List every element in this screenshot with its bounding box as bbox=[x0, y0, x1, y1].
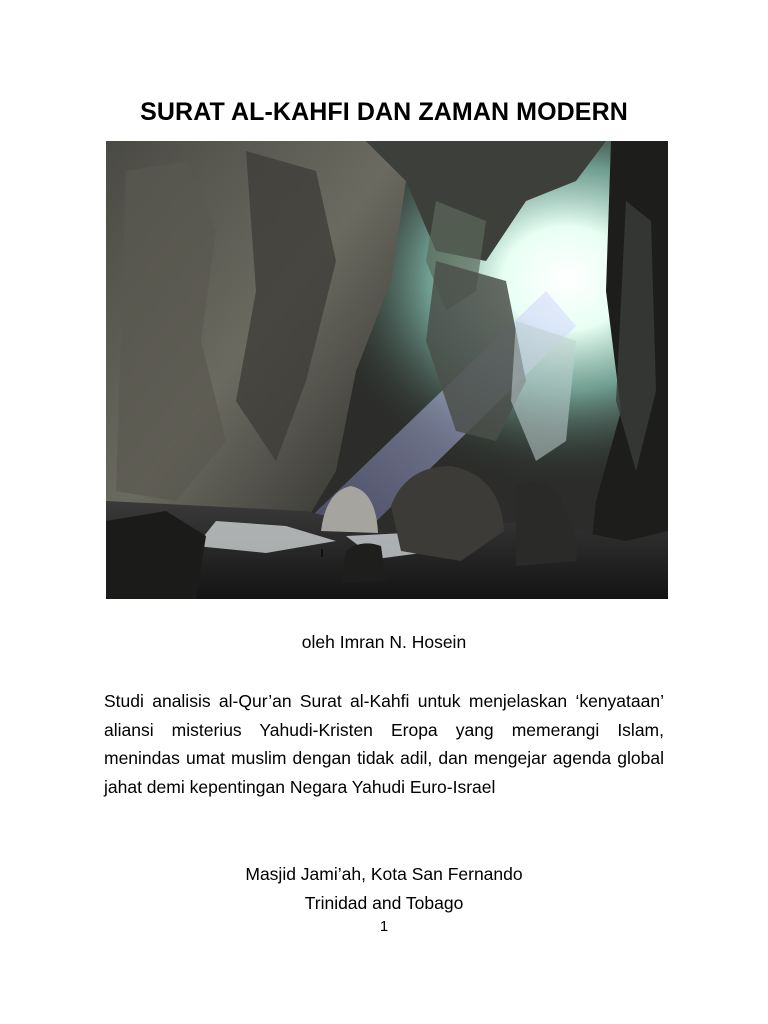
page-number: 1 bbox=[379, 918, 389, 935]
place-line-2: Trinidad and Tobago bbox=[304, 893, 464, 913]
place-line-1: Masjid Jami’ah, Kota San Fernando bbox=[245, 864, 523, 884]
abstract-paragraph: Studi analisis al-Qur’an Surat al-Kahfi untuk menjelaskan ‘kenyataan’ aliansi misterius Yahudi-Kristen Eropa yang memerangi Islam, menindas umat muslim dengan tidak adil, dan mengejar agenda global jahat demi kepentingan Negara Yahudi Euro-Israel bbox=[104, 691, 664, 797]
page-title: SURAT AL-KAHFI DAN ZAMAN MODERN bbox=[140, 98, 628, 126]
author-line: oleh Imran N. Hosein bbox=[301, 632, 467, 652]
cave-sunlight-image bbox=[106, 141, 668, 599]
